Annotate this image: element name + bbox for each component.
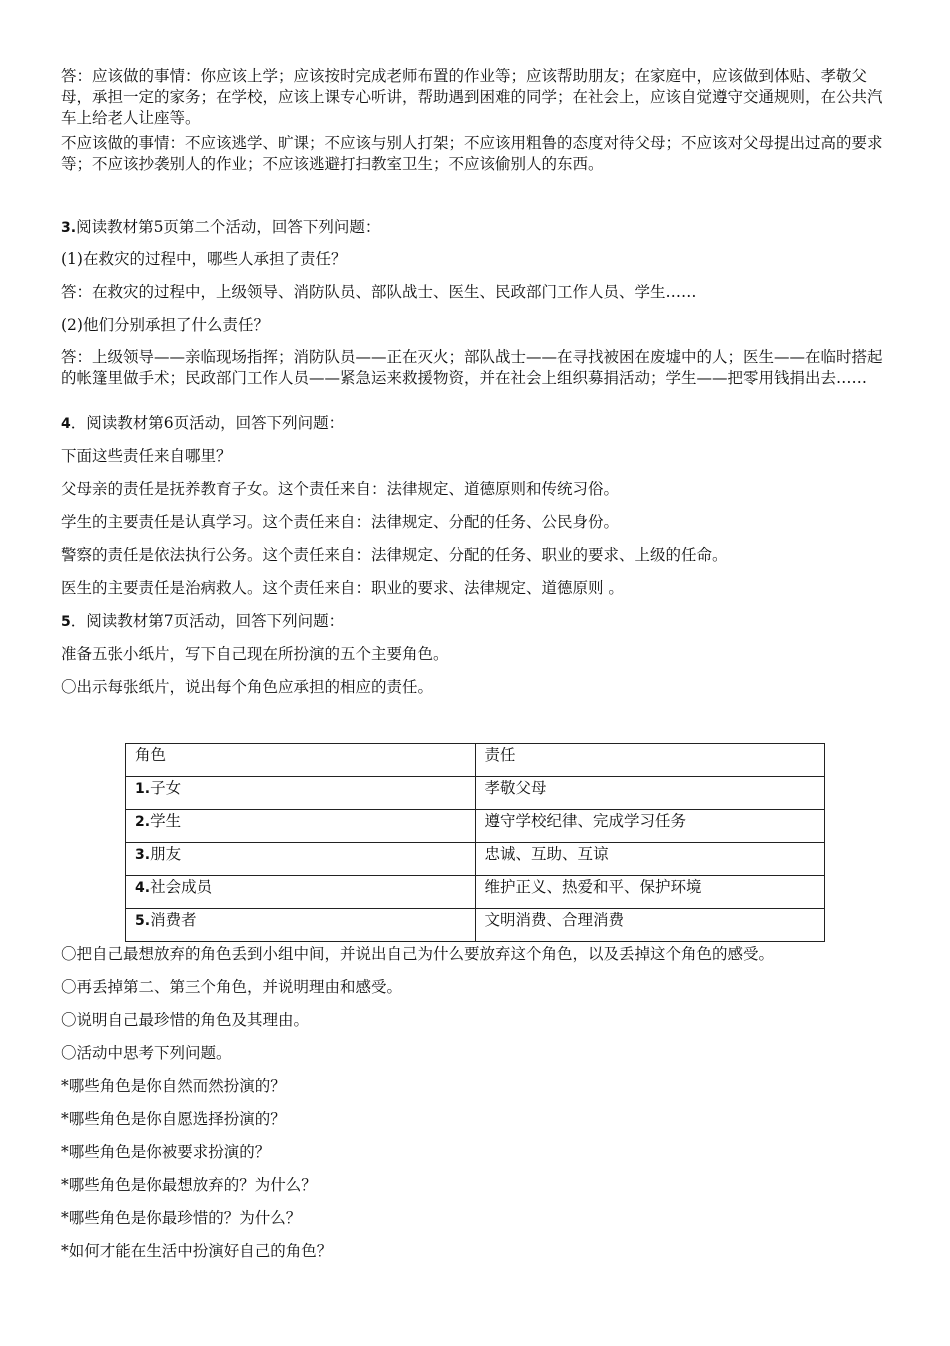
q4-line-2: 学生的主要责任是认真学习。这个责任来自：法律规定、分配的任务、公民身份。 [61, 513, 620, 531]
q5-title: ．阅读教材第7页活动，回答下列问题： [70, 612, 345, 630]
q5-after-5: *哪些角色是你自然而然扮演的？ [61, 1077, 286, 1095]
q5-heading [61, 611, 891, 633]
header-role: 角色 [126, 744, 476, 777]
q3-answer2: 答：上级领导——亲临现场指挥；消防队员——正在灭火；部队战士——在寻找被困在废墟中的人；医生——在临时搭起的帐篷里做手术；民政部门工作人员——紧急运来救援物资，并在社会上组织募捐活动；学生——把零用钱捐出去…… [61, 348, 883, 387]
q3-sub1: (1)在救灾的过程中，哪些人承担了责任？ [61, 250, 347, 268]
table-header-row [126, 744, 825, 777]
q5-after-6: *哪些角色是你自愿选择扮演的？ [61, 1110, 286, 1128]
role-name: 社会成员 [150, 878, 213, 896]
duty-cell: 孝敬父母 [475, 777, 825, 810]
q4-line-1: 父母亲的责任是抚养教育子女。这个责任来自：法律规定、道德原则和传统习俗。 [61, 480, 620, 498]
q3-answer1: 答：在救灾的过程中，上级领导、消防队员、部队战士、医生、民政部门工作人员、学生…… [61, 283, 697, 301]
role-cell [126, 876, 476, 909]
roles-table [125, 743, 825, 942]
role-cell [126, 810, 476, 843]
q4-title: ．阅读教材第6页活动，回答下列问题： [70, 414, 345, 432]
table-row [126, 876, 825, 909]
table-row [126, 810, 825, 843]
role-number: 2. [135, 814, 151, 830]
role-cell [126, 777, 476, 810]
table-row [126, 909, 825, 942]
q2-answer-should: 答：应该做的事情：你应该上学；应该按时完成老师布置的作业等；应该帮助朋友；在家庭中，应该做到体贴、孝敬父母，承担一定的家务；在学校，应该上课专心听讲，帮助遇到困难的同学；在社会上，应该自觉遵守交通规则，在公共汽车上给老人让座等。 [61, 67, 883, 127]
table-row [126, 777, 825, 810]
role-number: 3. [135, 847, 151, 863]
q4-heading [61, 413, 891, 435]
role-number: 4. [135, 880, 151, 896]
q5-after-10: *如何才能在生活中扮演好自己的角色？ [61, 1242, 333, 1260]
header-duty: 责任 [475, 744, 825, 777]
table-row [126, 843, 825, 876]
q2-answer-should-not: 不应该做的事情：不应该逃学、旷课；不应该与别人打架；不应该用粗鲁的态度对待父母；不应该对父母提出过高的要求等；不应该抄袭别人的作业；不应该逃避打扫教室卫生；不应该偷别人的东西。 [61, 134, 883, 173]
q5-intro-1: 准备五张小纸片，写下自己现在所扮演的五个主要角色。 [61, 645, 449, 663]
role-number: 1. [135, 781, 151, 797]
q4-number: 4 [61, 416, 71, 432]
q5-after-4: 〇活动中思考下列问题。 [61, 1044, 232, 1062]
q3-heading [61, 217, 891, 239]
role-name: 朋友 [150, 845, 182, 863]
q5-after-2: 〇再丢掉第二、第三个角色，并说明理由和感受。 [61, 978, 403, 996]
role-cell [126, 843, 476, 876]
role-number: 5. [135, 913, 151, 929]
q5-after-9: *哪些角色是你最珍惜的？为什么？ [61, 1209, 302, 1227]
q4-prompt: 下面这些责任来自哪里？ [61, 447, 232, 465]
q5-after-1: 〇把自己最想放弃的角色丢到小组中间，并说出自己为什么要放弃这个角色，以及丢掉这个角色的感受。 [61, 945, 775, 963]
role-cell [126, 909, 476, 942]
role-name: 学生 [150, 812, 182, 830]
q5-after-7: *哪些角色是你被要求扮演的？ [61, 1143, 271, 1161]
q4-line-3: 警察的责任是依法执行公务。这个责任来自：法律规定、分配的任务、职业的要求、上级的任命。 [61, 546, 728, 564]
q3-title: 阅读教材第5页第二个活动，回答下列问题： [76, 218, 381, 236]
q4-line-4: 医生的主要责任是治病救人。这个责任来自：职业的要求、法律规定、道德原则 。 [61, 579, 624, 597]
duty-cell: 忠诚、互助、互谅 [475, 843, 825, 876]
q5-after-8: *哪些角色是你最想放弃的？为什么？ [61, 1176, 317, 1194]
q5-intro-2: 〇出示每张纸片，说出每个角色应承担的相应的责任。 [61, 678, 434, 696]
duty-cell: 文明消费、合理消费 [475, 909, 825, 942]
q5-number: 5 [61, 614, 71, 630]
q5-after-3: 〇说明自己最珍惜的角色及其理由。 [61, 1011, 310, 1029]
duty-cell: 维护正义、热爱和平、保护环境 [475, 876, 825, 909]
q3-sub2: (2)他们分别承担了什么责任？ [61, 316, 269, 334]
role-name: 消费者 [150, 911, 197, 929]
role-name: 子女 [150, 779, 182, 797]
q3-number: 3. [61, 220, 77, 236]
duty-cell: 遵守学校纪律、完成学习任务 [475, 810, 825, 843]
